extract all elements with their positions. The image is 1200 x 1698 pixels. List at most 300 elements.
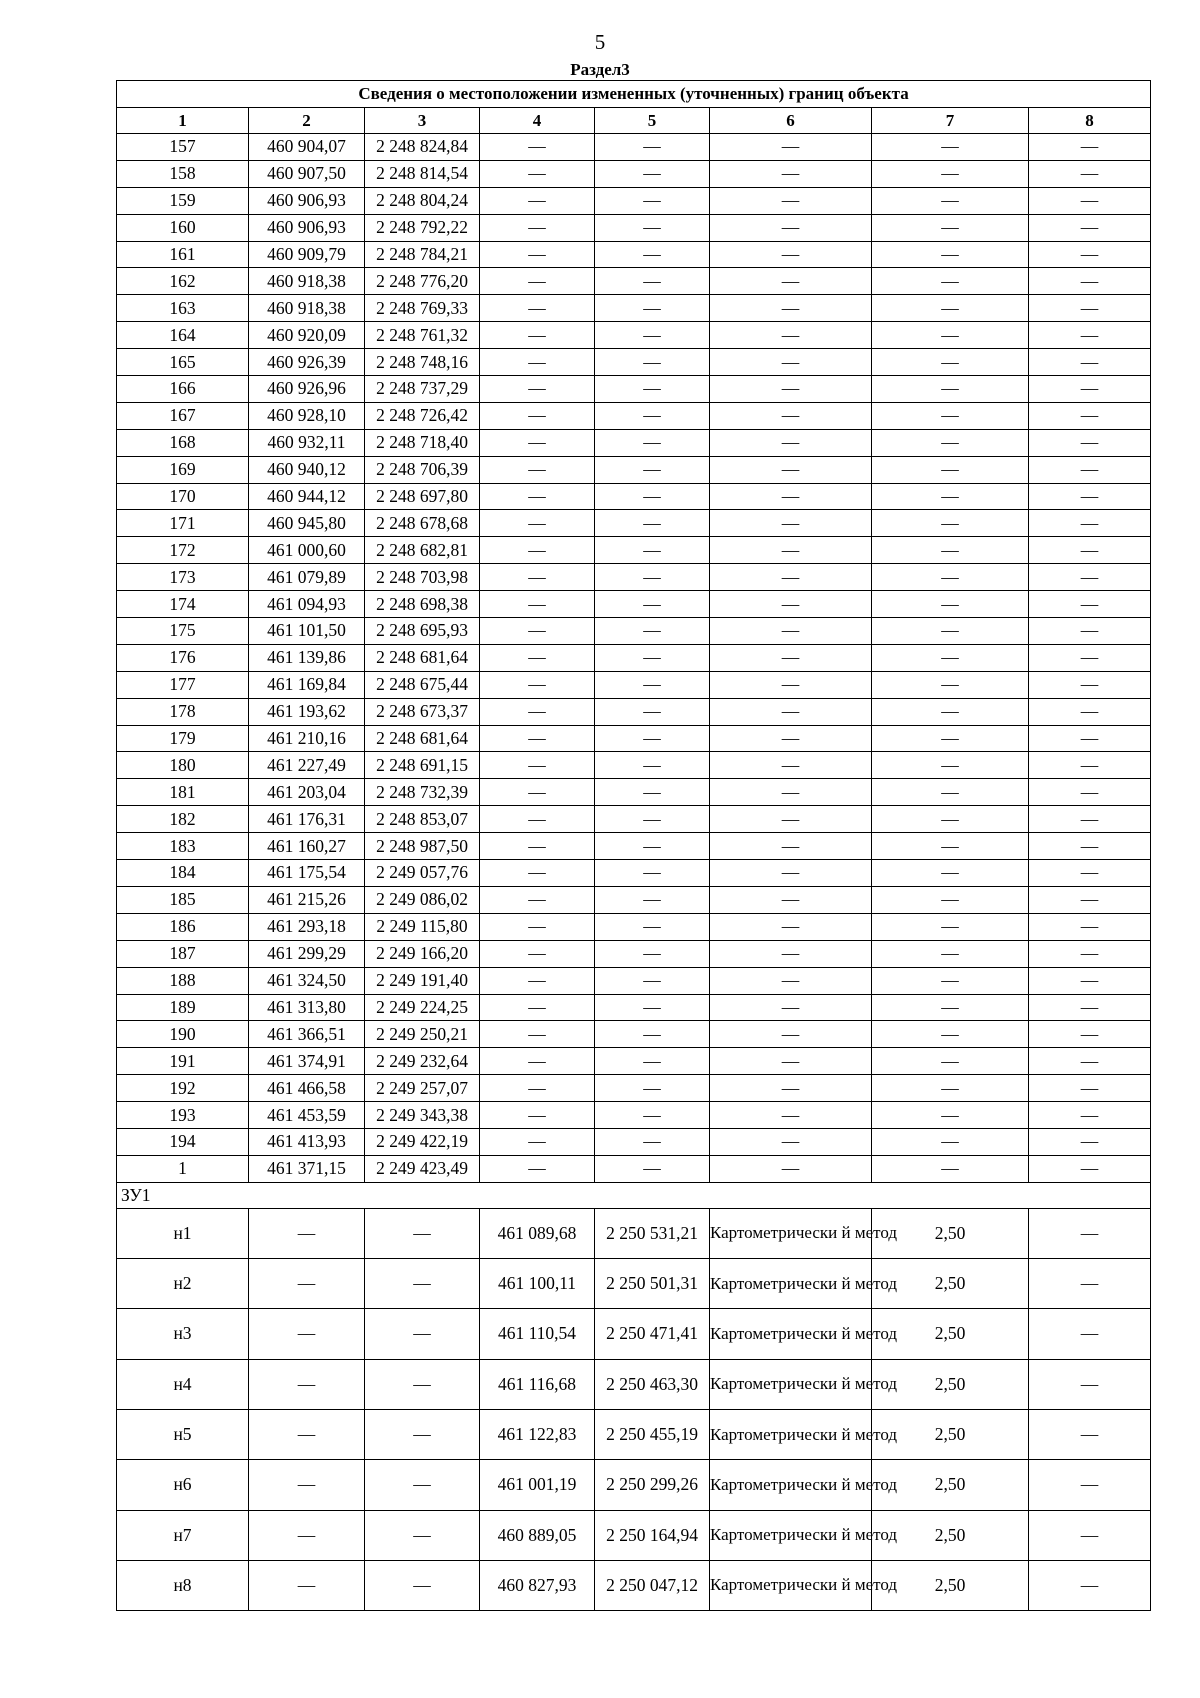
empty-dash: — — [595, 268, 710, 295]
empty-dash: — — [872, 671, 1029, 698]
empty-dash: — — [595, 376, 710, 403]
empty-dash: — — [872, 967, 1029, 994]
table-row — [117, 1102, 1151, 1129]
table-row — [117, 940, 1151, 967]
empty-dash: — — [710, 591, 872, 618]
empty-dash: — — [595, 1048, 710, 1075]
empty-dash: — — [595, 349, 710, 376]
method: Картометрически й метод — [710, 1259, 872, 1309]
page-number: 5 — [594, 30, 606, 54]
coord-x-new: 460 889,05 — [480, 1510, 595, 1560]
column-index: 2 — [249, 108, 365, 134]
empty-dash: — — [872, 402, 1029, 429]
point-number: н2 — [117, 1259, 249, 1309]
point-number: 181 — [117, 779, 249, 806]
column-index: 7 — [872, 108, 1029, 134]
empty-dash: — — [365, 1208, 480, 1258]
table-row — [117, 698, 1151, 725]
table-row — [117, 1359, 1151, 1409]
empty-dash: — — [480, 644, 595, 671]
empty-dash: — — [872, 134, 1029, 161]
empty-dash: — — [595, 618, 710, 645]
empty-dash: — — [480, 967, 595, 994]
empty-dash: — — [249, 1460, 365, 1510]
point-number: 161 — [117, 241, 249, 268]
empty-dash: — — [872, 241, 1029, 268]
coord-y-existing: 2 249 191,40 — [365, 967, 480, 994]
empty-dash: — — [595, 591, 710, 618]
table-row — [117, 1510, 1151, 1560]
coord-x-existing: 460 940,12 — [249, 456, 365, 483]
empty-dash: — — [710, 1128, 872, 1155]
accuracy: 2,50 — [872, 1510, 1029, 1560]
empty-dash: — — [595, 725, 710, 752]
empty-dash: — — [710, 1102, 872, 1129]
table-body — [117, 134, 1151, 1611]
point-number: н8 — [117, 1560, 249, 1610]
coord-x-existing: 460 926,39 — [249, 349, 365, 376]
empty-dash: — — [480, 618, 595, 645]
empty-dash: — — [1029, 940, 1151, 967]
empty-dash: — — [1029, 1510, 1151, 1560]
coord-y-existing: 2 249 422,19 — [365, 1128, 480, 1155]
empty-dash: — — [872, 214, 1029, 241]
empty-dash: — — [595, 886, 710, 913]
table-row — [117, 644, 1151, 671]
coord-x-existing: 460 928,10 — [249, 402, 365, 429]
empty-dash: — — [595, 940, 710, 967]
empty-dash: — — [710, 134, 872, 161]
empty-dash: — — [710, 376, 872, 403]
coord-y-existing: 2 248 695,93 — [365, 618, 480, 645]
coord-y-existing: 2 248 853,07 — [365, 806, 480, 833]
coord-y-existing: 2 248 698,38 — [365, 591, 480, 618]
empty-dash: — — [1029, 1128, 1151, 1155]
empty-dash: — — [872, 1048, 1029, 1075]
empty-dash: — — [480, 510, 595, 537]
empty-dash: — — [872, 1128, 1029, 1155]
empty-dash: — — [710, 268, 872, 295]
table-row — [117, 1409, 1151, 1459]
point-number: 189 — [117, 994, 249, 1021]
empty-dash: — — [365, 1309, 480, 1359]
empty-dash: — — [872, 1075, 1029, 1102]
empty-dash: — — [710, 940, 872, 967]
table-row — [117, 1048, 1151, 1075]
empty-dash: — — [872, 644, 1029, 671]
empty-dash: — — [1029, 886, 1151, 913]
coord-y-existing: 2 248 776,20 — [365, 268, 480, 295]
empty-dash: — — [710, 833, 872, 860]
coord-x-existing: 461 000,60 — [249, 537, 365, 564]
point-number: 169 — [117, 456, 249, 483]
empty-dash: — — [249, 1309, 365, 1359]
empty-dash: — — [365, 1259, 480, 1309]
coord-x-existing: 461 299,29 — [249, 940, 365, 967]
coord-y-existing: 2 249 224,25 — [365, 994, 480, 1021]
accuracy: 2,50 — [872, 1359, 1029, 1409]
empty-dash: — — [872, 295, 1029, 322]
point-number: 194 — [117, 1128, 249, 1155]
accuracy: 2,50 — [872, 1259, 1029, 1309]
empty-dash: — — [480, 1048, 595, 1075]
point-number: 170 — [117, 483, 249, 510]
coord-x-existing: 460 906,93 — [249, 187, 365, 214]
empty-dash: — — [1029, 402, 1151, 429]
empty-dash: — — [1029, 994, 1151, 1021]
coord-x-new: 461 110,54 — [480, 1309, 595, 1359]
point-number: 191 — [117, 1048, 249, 1075]
point-number: 174 — [117, 591, 249, 618]
empty-dash: — — [1029, 1409, 1151, 1459]
empty-dash: — — [1029, 833, 1151, 860]
empty-dash: — — [710, 644, 872, 671]
empty-dash: — — [480, 456, 595, 483]
accuracy: 2,50 — [872, 1409, 1029, 1459]
coord-y-existing: 2 248 804,24 — [365, 187, 480, 214]
point-number: н3 — [117, 1309, 249, 1359]
empty-dash: — — [1029, 268, 1151, 295]
coord-x-new: 461 089,68 — [480, 1208, 595, 1258]
coord-y-new: 2 250 463,30 — [595, 1359, 710, 1409]
empty-dash: — — [1029, 860, 1151, 887]
table-row — [117, 322, 1151, 349]
point-number: н4 — [117, 1359, 249, 1409]
coord-x-existing: 461 371,15 — [249, 1155, 365, 1182]
empty-dash: — — [480, 214, 595, 241]
coord-y-new: 2 250 501,31 — [595, 1259, 710, 1309]
empty-dash: — — [480, 537, 595, 564]
method: Картометрически й метод — [710, 1409, 872, 1459]
column-index-row — [117, 108, 1151, 134]
coord-x-existing: 460 932,11 — [249, 429, 365, 456]
coord-y-new: 2 250 471,41 — [595, 1309, 710, 1359]
coord-y-existing: 2 248 718,40 — [365, 429, 480, 456]
empty-dash: — — [872, 752, 1029, 779]
coord-x-existing: 461 453,59 — [249, 1102, 365, 1129]
empty-dash: — — [872, 913, 1029, 940]
point-number: 185 — [117, 886, 249, 913]
empty-dash: — — [872, 618, 1029, 645]
empty-dash: — — [480, 752, 595, 779]
coord-y-existing: 2 248 691,15 — [365, 752, 480, 779]
coord-x-existing: 460 918,38 — [249, 268, 365, 295]
empty-dash: — — [595, 1021, 710, 1048]
empty-dash: — — [480, 698, 595, 725]
empty-dash: — — [1029, 510, 1151, 537]
empty-dash: — — [1029, 241, 1151, 268]
point-number: 173 — [117, 564, 249, 591]
coord-y-existing: 2 248 784,21 — [365, 241, 480, 268]
method: Картометрически й метод — [710, 1560, 872, 1610]
point-number: 182 — [117, 806, 249, 833]
empty-dash: — — [1029, 134, 1151, 161]
table-row — [117, 564, 1151, 591]
coord-x-existing: 460 909,79 — [249, 241, 365, 268]
table-row — [117, 241, 1151, 268]
empty-dash: — — [595, 860, 710, 887]
empty-dash: — — [1029, 1208, 1151, 1258]
empty-dash: — — [710, 187, 872, 214]
empty-dash: — — [365, 1409, 480, 1459]
empty-dash: — — [595, 698, 710, 725]
coord-y-existing: 2 248 697,80 — [365, 483, 480, 510]
table-row — [117, 671, 1151, 698]
coord-x-new: 461 116,68 — [480, 1359, 595, 1409]
empty-dash: — — [872, 187, 1029, 214]
coord-x-existing: 461 203,04 — [249, 779, 365, 806]
point-number: 193 — [117, 1102, 249, 1129]
accuracy: 2,50 — [872, 1309, 1029, 1359]
coord-x-existing: 461 160,27 — [249, 833, 365, 860]
coord-y-existing: 2 248 824,84 — [365, 134, 480, 161]
coord-y-existing: 2 248 748,16 — [365, 349, 480, 376]
empty-dash: — — [1029, 456, 1151, 483]
empty-dash: — — [249, 1510, 365, 1560]
coord-y-new: 2 250 047,12 — [595, 1560, 710, 1610]
point-number: 177 — [117, 671, 249, 698]
empty-dash: — — [872, 1102, 1029, 1129]
table-row — [117, 1560, 1151, 1610]
point-number: 172 — [117, 537, 249, 564]
empty-dash: — — [1029, 779, 1151, 806]
empty-dash: — — [595, 295, 710, 322]
table-row — [117, 1460, 1151, 1510]
coord-y-new: 2 250 455,19 — [595, 1409, 710, 1459]
empty-dash: — — [1029, 1460, 1151, 1510]
coord-y-existing: 2 248 675,44 — [365, 671, 480, 698]
method: Картометрически й метод — [710, 1359, 872, 1409]
empty-dash: — — [872, 725, 1029, 752]
empty-dash: — — [710, 510, 872, 537]
table-row — [117, 349, 1151, 376]
empty-dash: — — [710, 483, 872, 510]
table-row — [117, 1021, 1151, 1048]
empty-dash: — — [480, 994, 595, 1021]
table-row — [117, 1208, 1151, 1258]
table-row — [117, 994, 1151, 1021]
coord-y-existing: 2 248 673,37 — [365, 698, 480, 725]
empty-dash: — — [710, 537, 872, 564]
table-row — [117, 806, 1151, 833]
column-index: 6 — [710, 108, 872, 134]
empty-dash: — — [872, 994, 1029, 1021]
point-number: н7 — [117, 1510, 249, 1560]
point-number: 188 — [117, 967, 249, 994]
boundary-coordinates-table — [116, 80, 1151, 1611]
table-row — [117, 483, 1151, 510]
point-number: 186 — [117, 913, 249, 940]
empty-dash: — — [1029, 725, 1151, 752]
empty-dash: — — [480, 860, 595, 887]
accuracy: 2,50 — [872, 1560, 1029, 1610]
empty-dash: — — [595, 1075, 710, 1102]
empty-dash: — — [1029, 376, 1151, 403]
coord-y-existing: 2 248 703,98 — [365, 564, 480, 591]
empty-dash: — — [1029, 1309, 1151, 1359]
empty-dash: — — [365, 1359, 480, 1409]
point-number: 192 — [117, 1075, 249, 1102]
empty-dash: — — [710, 994, 872, 1021]
empty-dash: — — [480, 134, 595, 161]
point-number: 190 — [117, 1021, 249, 1048]
coord-x-new: 461 122,83 — [480, 1409, 595, 1459]
table-row — [117, 429, 1151, 456]
empty-dash: — — [480, 1155, 595, 1182]
column-index: 3 — [365, 108, 480, 134]
empty-dash: — — [1029, 483, 1151, 510]
accuracy: 2,50 — [872, 1460, 1029, 1510]
coord-x-existing: 461 293,18 — [249, 913, 365, 940]
empty-dash: — — [249, 1359, 365, 1409]
point-number: 165 — [117, 349, 249, 376]
table-caption: Сведения о местоположении измененных (уточненных) границ объекта — [117, 81, 1151, 108]
empty-dash: — — [595, 644, 710, 671]
coord-y-existing: 2 248 737,29 — [365, 376, 480, 403]
table-row — [117, 268, 1151, 295]
empty-dash: — — [249, 1208, 365, 1258]
coord-y-existing: 2 248 769,33 — [365, 295, 480, 322]
empty-dash: — — [710, 429, 872, 456]
empty-dash: — — [872, 456, 1029, 483]
empty-dash: — — [710, 322, 872, 349]
coord-x-existing: 461 175,54 — [249, 860, 365, 887]
empty-dash: — — [365, 1560, 480, 1610]
empty-dash: — — [1029, 1155, 1151, 1182]
coord-y-new: 2 250 164,94 — [595, 1510, 710, 1560]
empty-dash: — — [480, 779, 595, 806]
empty-dash: — — [480, 591, 595, 618]
empty-dash: — — [1029, 537, 1151, 564]
point-number: 183 — [117, 833, 249, 860]
empty-dash: — — [710, 1048, 872, 1075]
table-row — [117, 510, 1151, 537]
empty-dash: — — [1029, 1048, 1151, 1075]
empty-dash: — — [1029, 806, 1151, 833]
empty-dash: — — [710, 1075, 872, 1102]
table-row — [117, 752, 1151, 779]
point-number: 168 — [117, 429, 249, 456]
coord-x-existing: 461 324,50 — [249, 967, 365, 994]
table-row — [117, 402, 1151, 429]
empty-dash: — — [249, 1259, 365, 1309]
empty-dash: — — [480, 564, 595, 591]
table-row — [117, 187, 1151, 214]
empty-dash: — — [595, 322, 710, 349]
table-row — [117, 1259, 1151, 1309]
empty-dash: — — [710, 349, 872, 376]
point-number: 187 — [117, 940, 249, 967]
coord-y-existing: 2 249 115,80 — [365, 913, 480, 940]
empty-dash: — — [480, 886, 595, 913]
empty-dash: — — [1029, 913, 1151, 940]
coord-x-existing: 461 466,58 — [249, 1075, 365, 1102]
method: Картометрически й метод — [710, 1460, 872, 1510]
empty-dash: — — [1029, 644, 1151, 671]
empty-dash: — — [1029, 564, 1151, 591]
column-index: 4 — [480, 108, 595, 134]
empty-dash: — — [1029, 214, 1151, 241]
table-row — [117, 456, 1151, 483]
point-number: 184 — [117, 860, 249, 887]
coord-x-existing: 460 926,96 — [249, 376, 365, 403]
empty-dash: — — [595, 241, 710, 268]
empty-dash: — — [872, 429, 1029, 456]
empty-dash: — — [480, 1021, 595, 1048]
empty-dash: — — [480, 160, 595, 187]
column-index: 8 — [1029, 108, 1151, 134]
empty-dash: — — [710, 913, 872, 940]
coord-y-existing: 2 249 166,20 — [365, 940, 480, 967]
empty-dash: — — [1029, 698, 1151, 725]
empty-dash: — — [595, 483, 710, 510]
empty-dash: — — [480, 1075, 595, 1102]
point-number: 179 — [117, 725, 249, 752]
table-row — [117, 913, 1151, 940]
empty-dash: — — [595, 994, 710, 1021]
coord-x-existing: 461 079,89 — [249, 564, 365, 591]
empty-dash: — — [1029, 1359, 1151, 1409]
empty-dash: — — [1029, 967, 1151, 994]
empty-dash: — — [595, 160, 710, 187]
table-row — [117, 1155, 1151, 1182]
table-row — [117, 886, 1151, 913]
coord-x-existing: 461 227,49 — [249, 752, 365, 779]
empty-dash: — — [480, 806, 595, 833]
point-number: 160 — [117, 214, 249, 241]
empty-dash: — — [480, 322, 595, 349]
empty-dash: — — [710, 779, 872, 806]
empty-dash: — — [710, 564, 872, 591]
point-number: 167 — [117, 402, 249, 429]
empty-dash: — — [1029, 160, 1151, 187]
table-row — [117, 725, 1151, 752]
coord-x-new: 461 001,19 — [480, 1460, 595, 1510]
empty-dash: — — [872, 806, 1029, 833]
empty-dash: — — [1029, 322, 1151, 349]
coord-y-existing: 2 249 343,38 — [365, 1102, 480, 1129]
table-row — [117, 160, 1151, 187]
coord-y-existing: 2 249 057,76 — [365, 860, 480, 887]
table-row — [117, 537, 1151, 564]
empty-dash: — — [1029, 671, 1151, 698]
empty-dash: — — [480, 725, 595, 752]
group-row — [117, 1182, 1151, 1208]
coord-y-existing: 2 249 250,21 — [365, 1021, 480, 1048]
empty-dash: — — [1029, 429, 1151, 456]
table-row — [117, 618, 1151, 645]
empty-dash: — — [480, 940, 595, 967]
empty-dash: — — [872, 268, 1029, 295]
empty-dash: — — [872, 483, 1029, 510]
point-number: 157 — [117, 134, 249, 161]
empty-dash: — — [1029, 1102, 1151, 1129]
coord-x-existing: 461 313,80 — [249, 994, 365, 1021]
empty-dash: — — [872, 698, 1029, 725]
coord-x-existing: 461 176,31 — [249, 806, 365, 833]
empty-dash: — — [1029, 618, 1151, 645]
coord-y-existing: 2 249 232,64 — [365, 1048, 480, 1075]
empty-dash: — — [480, 349, 595, 376]
group-label: ЗУ1 — [117, 1182, 1151, 1208]
empty-dash: — — [1029, 295, 1151, 322]
point-number: н5 — [117, 1409, 249, 1459]
empty-dash: — — [872, 779, 1029, 806]
point-number: н1 — [117, 1208, 249, 1258]
empty-dash: — — [872, 537, 1029, 564]
coord-y-existing: 2 248 678,68 — [365, 510, 480, 537]
empty-dash: — — [595, 510, 710, 537]
